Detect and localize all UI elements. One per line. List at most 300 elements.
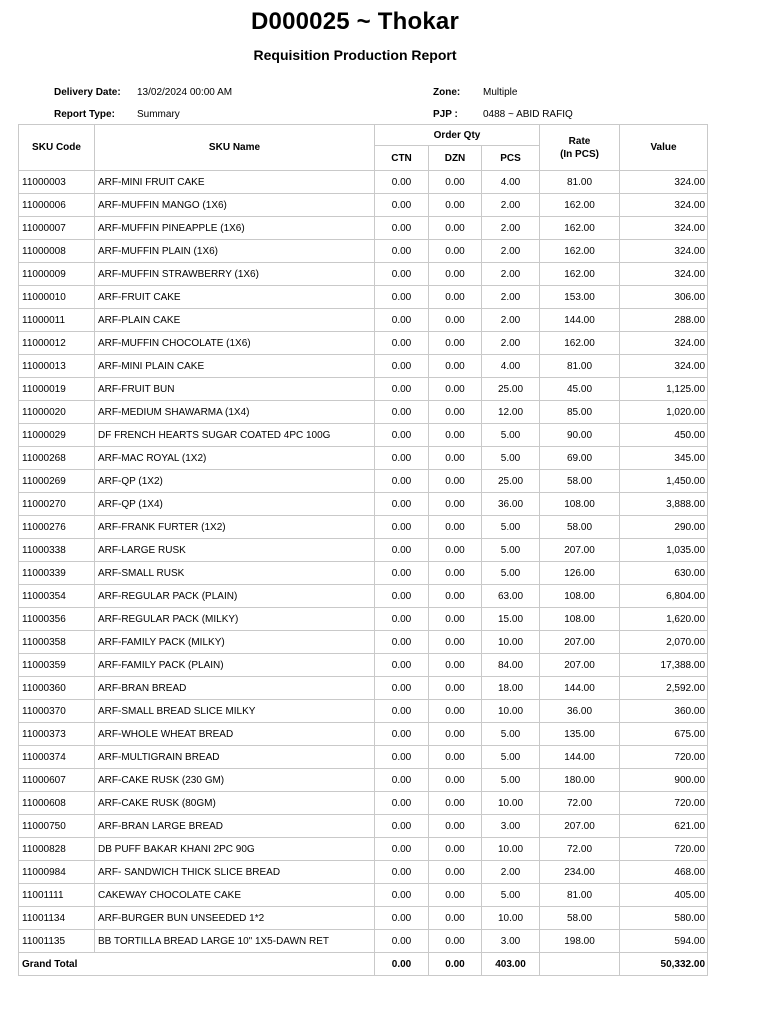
table-row: [19, 355, 708, 378]
value-cell: 3,888.00: [620, 493, 708, 516]
table-row: [19, 677, 708, 700]
table-row: [19, 861, 708, 884]
rate-header-line1: Rate: [568, 135, 591, 147]
sku-name-cell: ARF-MEDIUM SHAWARMA (1X4): [95, 401, 375, 424]
rate-cell: 85.00: [540, 401, 620, 424]
pjp-value: 0488 ~ ABID RAFIQ: [483, 109, 573, 120]
sku-name-cell: ARF-FAMILY PACK (PLAIN): [95, 654, 375, 677]
dzn-cell: 0.00: [429, 861, 482, 884]
dzn-cell: 0.00: [429, 447, 482, 470]
value-cell: 324.00: [620, 217, 708, 240]
table-row: [19, 447, 708, 470]
ctn-cell: 0.00: [375, 516, 429, 539]
value-cell: 450.00: [620, 424, 708, 447]
pcs-cell: 4.00: [482, 355, 540, 378]
pcs-cell: 36.00: [482, 493, 540, 516]
sku-code-cell: 11001134: [19, 907, 95, 930]
sku-code-cell: 11000003: [19, 171, 95, 194]
rate-cell: 45.00: [540, 378, 620, 401]
value-cell: 360.00: [620, 700, 708, 723]
rate-cell: 162.00: [540, 194, 620, 217]
sku-name-cell: ARF-MUFFIN CHOCOLATE (1X6): [95, 332, 375, 355]
sku-code-cell: 11000608: [19, 792, 95, 815]
value-cell: 1,620.00: [620, 608, 708, 631]
grand-total-pcs: 403.00: [482, 953, 540, 976]
delivery-date-value: 13/02/2024 00:00 AM: [137, 87, 233, 98]
value-cell: 324.00: [620, 194, 708, 217]
pjp-label: PJP :: [433, 109, 458, 120]
sku-code-cell: 11000009: [19, 263, 95, 286]
table-row: [19, 516, 708, 539]
pcs-cell: 2.00: [482, 309, 540, 332]
table-row: [19, 723, 708, 746]
value-cell: 720.00: [620, 838, 708, 861]
dzn-cell: 0.00: [429, 240, 482, 263]
table-row: [19, 493, 708, 516]
sku-name-cell: ARF-MINI FRUIT CAKE: [95, 171, 375, 194]
report-subtitle: Requisition Production Report: [253, 47, 457, 63]
sku-code-cell: 11000374: [19, 746, 95, 769]
delivery-date-label: Delivery Date:: [54, 87, 121, 98]
col-header-ctn: CTN: [375, 146, 429, 171]
sku-code-cell: 11000007: [19, 217, 95, 240]
sku-name-cell: ARF-SMALL BREAD SLICE MILKY: [95, 700, 375, 723]
sku-name-cell: ARF-BURGER BUN UNSEEDED 1*2: [95, 907, 375, 930]
pcs-cell: 25.00: [482, 378, 540, 401]
sku-code-cell: 11000984: [19, 861, 95, 884]
value-cell: 306.00: [620, 286, 708, 309]
rate-cell: 126.00: [540, 562, 620, 585]
report-type-value: Summary: [137, 109, 180, 120]
table-row: [19, 217, 708, 240]
grand-total-dzn: 0.00: [429, 953, 482, 976]
dzn-cell: 0.00: [429, 470, 482, 493]
value-cell: 17,388.00: [620, 654, 708, 677]
ctn-cell: 0.00: [375, 585, 429, 608]
value-cell: 594.00: [620, 930, 708, 953]
ctn-cell: 0.00: [375, 539, 429, 562]
value-cell: 1,450.00: [620, 470, 708, 493]
rate-cell: 162.00: [540, 263, 620, 286]
dzn-cell: 0.00: [429, 746, 482, 769]
ctn-cell: 0.00: [375, 217, 429, 240]
sku-code-cell: 11000370: [19, 700, 95, 723]
dzn-cell: 0.00: [429, 424, 482, 447]
sku-code-cell: 11000029: [19, 424, 95, 447]
dzn-cell: 0.00: [429, 631, 482, 654]
ctn-cell: 0.00: [375, 907, 429, 930]
rate-header-line2: (In PCS): [560, 148, 599, 160]
col-header-sku-code: SKU Code: [19, 125, 95, 171]
pcs-cell: 2.00: [482, 286, 540, 309]
dzn-cell: 0.00: [429, 700, 482, 723]
ctn-cell: 0.00: [375, 378, 429, 401]
sku-code-cell: 11000019: [19, 378, 95, 401]
sku-name-cell: ARF-MUFFIN PLAIN (1X6): [95, 240, 375, 263]
dzn-cell: 0.00: [429, 194, 482, 217]
rate-cell: 108.00: [540, 585, 620, 608]
table-row: [19, 930, 708, 953]
ctn-cell: 0.00: [375, 401, 429, 424]
sku-code-cell: 11000360: [19, 677, 95, 700]
sku-name-cell: ARF-REGULAR PACK (PLAIN): [95, 585, 375, 608]
sku-name-cell: DF FRENCH HEARTS SUGAR COATED 4PC 100G: [95, 424, 375, 447]
rate-cell: 144.00: [540, 746, 620, 769]
sku-name-cell: BB TORTILLA BREAD LARGE 10" 1X5-DAWN RET: [95, 930, 375, 953]
dzn-cell: 0.00: [429, 332, 482, 355]
grand-total-ctn: 0.00: [375, 953, 429, 976]
ctn-cell: 0.00: [375, 815, 429, 838]
sku-name-cell: ARF-FAMILY PACK (MILKY): [95, 631, 375, 654]
pcs-cell: 10.00: [482, 700, 540, 723]
sku-name-cell: ARF-MULTIGRAIN BREAD: [95, 746, 375, 769]
rate-cell: 234.00: [540, 861, 620, 884]
pcs-cell: 2.00: [482, 240, 540, 263]
rate-cell: 108.00: [540, 493, 620, 516]
sku-code-cell: 11000011: [19, 309, 95, 332]
table-row: [19, 608, 708, 631]
rate-cell: 72.00: [540, 792, 620, 815]
value-cell: 288.00: [620, 309, 708, 332]
pcs-cell: 5.00: [482, 723, 540, 746]
sku-code-cell: 11001111: [19, 884, 95, 907]
value-cell: 6,804.00: [620, 585, 708, 608]
dzn-cell: 0.00: [429, 493, 482, 516]
value-cell: 630.00: [620, 562, 708, 585]
pcs-cell: 84.00: [482, 654, 540, 677]
rate-cell: 58.00: [540, 470, 620, 493]
pcs-cell: 10.00: [482, 792, 540, 815]
rate-cell: 198.00: [540, 930, 620, 953]
rate-cell: 135.00: [540, 723, 620, 746]
sku-code-cell: 11000006: [19, 194, 95, 217]
ctn-cell: 0.00: [375, 930, 429, 953]
pcs-cell: 5.00: [482, 447, 540, 470]
value-cell: 2,070.00: [620, 631, 708, 654]
pcs-cell: 5.00: [482, 769, 540, 792]
value-cell: 468.00: [620, 861, 708, 884]
value-cell: 1,125.00: [620, 378, 708, 401]
requisition-table: [18, 124, 708, 976]
sku-name-cell: ARF-BRAN LARGE BREAD: [95, 815, 375, 838]
dzn-cell: 0.00: [429, 815, 482, 838]
zone-value: Multiple: [483, 87, 518, 98]
table-row: [19, 585, 708, 608]
dzn-cell: 0.00: [429, 585, 482, 608]
table-row: [19, 654, 708, 677]
table-row: [19, 562, 708, 585]
sku-name-cell: ARF-CAKE RUSK (80GM): [95, 792, 375, 815]
sku-code-cell: 11000750: [19, 815, 95, 838]
dzn-cell: 0.00: [429, 907, 482, 930]
ctn-cell: 0.00: [375, 447, 429, 470]
dzn-cell: 0.00: [429, 884, 482, 907]
pcs-cell: 2.00: [482, 332, 540, 355]
table-header: [19, 125, 708, 171]
value-cell: 720.00: [620, 792, 708, 815]
ctn-cell: 0.00: [375, 884, 429, 907]
dzn-cell: 0.00: [429, 677, 482, 700]
rate-cell: 153.00: [540, 286, 620, 309]
sku-code-cell: 11000020: [19, 401, 95, 424]
table-row: [19, 286, 708, 309]
ctn-cell: 0.00: [375, 332, 429, 355]
rate-cell: 207.00: [540, 654, 620, 677]
value-cell: 324.00: [620, 332, 708, 355]
grand-total-row: [19, 953, 708, 976]
sku-name-cell: ARF-REGULAR PACK (MILKY): [95, 608, 375, 631]
dzn-cell: 0.00: [429, 562, 482, 585]
sku-name-cell: ARF-MINI PLAIN CAKE: [95, 355, 375, 378]
table-row: [19, 838, 708, 861]
ctn-cell: 0.00: [375, 723, 429, 746]
rate-cell: 144.00: [540, 309, 620, 332]
sku-name-cell: ARF-MUFFIN STRAWBERRY (1X6): [95, 263, 375, 286]
dzn-cell: 0.00: [429, 930, 482, 953]
dzn-cell: 0.00: [429, 838, 482, 861]
table-row: [19, 401, 708, 424]
rate-cell: 162.00: [540, 240, 620, 263]
table-row: [19, 907, 708, 930]
value-cell: 2,592.00: [620, 677, 708, 700]
value-cell: 345.00: [620, 447, 708, 470]
sku-name-cell: ARF-WHOLE WHEAT BREAD: [95, 723, 375, 746]
dzn-cell: 0.00: [429, 654, 482, 677]
ctn-cell: 0.00: [375, 769, 429, 792]
pcs-cell: 5.00: [482, 424, 540, 447]
report-title: D000025 ~ Thokar: [251, 8, 459, 35]
sku-name-cell: CAKEWAY CHOCOLATE CAKE: [95, 884, 375, 907]
table-row: [19, 378, 708, 401]
value-cell: 405.00: [620, 884, 708, 907]
ctn-cell: 0.00: [375, 792, 429, 815]
value-cell: 1,035.00: [620, 539, 708, 562]
table-row: [19, 309, 708, 332]
sku-code-cell: 11000356: [19, 608, 95, 631]
rate-cell: 162.00: [540, 332, 620, 355]
col-header-sku-name: SKU Name: [95, 125, 375, 171]
dzn-cell: 0.00: [429, 217, 482, 240]
ctn-cell: 0.00: [375, 194, 429, 217]
value-cell: 621.00: [620, 815, 708, 838]
table-row: [19, 263, 708, 286]
ctn-cell: 0.00: [375, 286, 429, 309]
sku-code-cell: 11000607: [19, 769, 95, 792]
ctn-cell: 0.00: [375, 631, 429, 654]
pcs-cell: 3.00: [482, 815, 540, 838]
col-header-order-qty: Order Qty: [375, 125, 540, 146]
rate-cell: 69.00: [540, 447, 620, 470]
zone-label: Zone:: [433, 87, 461, 98]
sku-name-cell: ARF-QP (1X2): [95, 470, 375, 493]
sku-code-cell: 11000270: [19, 493, 95, 516]
pcs-cell: 25.00: [482, 470, 540, 493]
rate-cell: 81.00: [540, 355, 620, 378]
rate-cell: 58.00: [540, 516, 620, 539]
value-cell: 1,020.00: [620, 401, 708, 424]
rate-cell: 90.00: [540, 424, 620, 447]
sku-code-cell: 11001135: [19, 930, 95, 953]
value-cell: 324.00: [620, 240, 708, 263]
dzn-cell: 0.00: [429, 769, 482, 792]
ctn-cell: 0.00: [375, 424, 429, 447]
table-row: [19, 240, 708, 263]
pcs-cell: 2.00: [482, 217, 540, 240]
rate-cell: 162.00: [540, 217, 620, 240]
grand-total-label: Grand Total: [19, 953, 375, 976]
table-row: [19, 769, 708, 792]
dzn-cell: 0.00: [429, 263, 482, 286]
sku-code-cell: 11000012: [19, 332, 95, 355]
rate-cell: 81.00: [540, 884, 620, 907]
sku-code-cell: 11000338: [19, 539, 95, 562]
table-body: [19, 171, 708, 953]
sku-name-cell: ARF-PLAIN CAKE: [95, 309, 375, 332]
rate-cell: 58.00: [540, 907, 620, 930]
rate-cell: 207.00: [540, 815, 620, 838]
sku-name-cell: ARF-MUFFIN PINEAPPLE (1X6): [95, 217, 375, 240]
pcs-cell: 12.00: [482, 401, 540, 424]
sku-code-cell: 11000354: [19, 585, 95, 608]
sku-name-cell: DB PUFF BAKAR KHANI 2PC 90G: [95, 838, 375, 861]
ctn-cell: 0.00: [375, 562, 429, 585]
pcs-cell: 18.00: [482, 677, 540, 700]
sku-code-cell: 11000013: [19, 355, 95, 378]
ctn-cell: 0.00: [375, 171, 429, 194]
sku-name-cell: ARF-FRANK FURTER (1X2): [95, 516, 375, 539]
rate-cell: 144.00: [540, 677, 620, 700]
ctn-cell: 0.00: [375, 861, 429, 884]
value-cell: 900.00: [620, 769, 708, 792]
pcs-cell: 5.00: [482, 746, 540, 769]
table-row: [19, 539, 708, 562]
ctn-cell: 0.00: [375, 355, 429, 378]
table-row: [19, 470, 708, 493]
value-cell: 675.00: [620, 723, 708, 746]
sku-code-cell: 11000276: [19, 516, 95, 539]
dzn-cell: 0.00: [429, 539, 482, 562]
col-header-dzn: DZN: [429, 146, 482, 171]
dzn-cell: 0.00: [429, 401, 482, 424]
sku-code-cell: 11000339: [19, 562, 95, 585]
ctn-cell: 0.00: [375, 309, 429, 332]
ctn-cell: 0.00: [375, 654, 429, 677]
pcs-cell: 4.00: [482, 171, 540, 194]
sku-code-cell: 11000010: [19, 286, 95, 309]
ctn-cell: 0.00: [375, 608, 429, 631]
sku-name-cell: ARF-MAC ROYAL (1X2): [95, 447, 375, 470]
sku-code-cell: 11000358: [19, 631, 95, 654]
table-row: [19, 792, 708, 815]
pcs-cell: 2.00: [482, 861, 540, 884]
pcs-cell: 10.00: [482, 838, 540, 861]
value-cell: 290.00: [620, 516, 708, 539]
sku-name-cell: ARF- SANDWICH THICK SLICE BREAD: [95, 861, 375, 884]
sku-name-cell: ARF-BRAN BREAD: [95, 677, 375, 700]
rate-cell: 180.00: [540, 769, 620, 792]
sku-name-cell: ARF-QP (1X4): [95, 493, 375, 516]
col-header-value: Value: [620, 125, 708, 171]
table-row: [19, 194, 708, 217]
table-row: [19, 424, 708, 447]
sku-name-cell: ARF-FRUIT BUN: [95, 378, 375, 401]
sku-name-cell: ARF-CAKE RUSK (230 GM): [95, 769, 375, 792]
rate-cell: 81.00: [540, 171, 620, 194]
dzn-cell: 0.00: [429, 723, 482, 746]
rate-cell: 207.00: [540, 539, 620, 562]
table-row: [19, 171, 708, 194]
ctn-cell: 0.00: [375, 263, 429, 286]
sku-name-cell: ARF-MUFFIN MANGO (1X6): [95, 194, 375, 217]
grand-total-value: 50,332.00: [620, 953, 708, 976]
table-footer: [19, 953, 708, 976]
sku-code-cell: 11000008: [19, 240, 95, 263]
dzn-cell: 0.00: [429, 309, 482, 332]
sku-code-cell: 11000828: [19, 838, 95, 861]
dzn-cell: 0.00: [429, 608, 482, 631]
dzn-cell: 0.00: [429, 516, 482, 539]
col-header-pcs: PCS: [482, 146, 540, 171]
sku-name-cell: ARF-LARGE RUSK: [95, 539, 375, 562]
value-cell: 324.00: [620, 263, 708, 286]
rate-cell: 207.00: [540, 631, 620, 654]
col-header-rate: [540, 125, 620, 171]
value-cell: 720.00: [620, 746, 708, 769]
sku-code-cell: 11000268: [19, 447, 95, 470]
dzn-cell: 0.00: [429, 171, 482, 194]
pcs-cell: 5.00: [482, 884, 540, 907]
pcs-cell: 2.00: [482, 194, 540, 217]
ctn-cell: 0.00: [375, 746, 429, 769]
rate-cell: 108.00: [540, 608, 620, 631]
ctn-cell: 0.00: [375, 700, 429, 723]
value-cell: 324.00: [620, 355, 708, 378]
ctn-cell: 0.00: [375, 240, 429, 263]
table-row: [19, 815, 708, 838]
table-row: [19, 746, 708, 769]
sku-name-cell: ARF-FRUIT CAKE: [95, 286, 375, 309]
sku-code-cell: 11000373: [19, 723, 95, 746]
pcs-cell: 5.00: [482, 516, 540, 539]
table-row: [19, 700, 708, 723]
ctn-cell: 0.00: [375, 493, 429, 516]
rate-cell: 36.00: [540, 700, 620, 723]
pcs-cell: 5.00: [482, 562, 540, 585]
rate-cell: 72.00: [540, 838, 620, 861]
table-row: [19, 631, 708, 654]
pcs-cell: 5.00: [482, 539, 540, 562]
ctn-cell: 0.00: [375, 677, 429, 700]
table-row: [19, 332, 708, 355]
grand-total-rate: [540, 953, 620, 976]
pcs-cell: 2.00: [482, 263, 540, 286]
ctn-cell: 0.00: [375, 470, 429, 493]
pcs-cell: 10.00: [482, 631, 540, 654]
pcs-cell: 3.00: [482, 930, 540, 953]
sku-code-cell: 11000269: [19, 470, 95, 493]
sku-name-cell: ARF-SMALL RUSK: [95, 562, 375, 585]
pcs-cell: 15.00: [482, 608, 540, 631]
dzn-cell: 0.00: [429, 792, 482, 815]
value-cell: 324.00: [620, 171, 708, 194]
table-row: [19, 884, 708, 907]
pcs-cell: 63.00: [482, 585, 540, 608]
pcs-cell: 10.00: [482, 907, 540, 930]
dzn-cell: 0.00: [429, 355, 482, 378]
value-cell: 580.00: [620, 907, 708, 930]
dzn-cell: 0.00: [429, 378, 482, 401]
ctn-cell: 0.00: [375, 838, 429, 861]
